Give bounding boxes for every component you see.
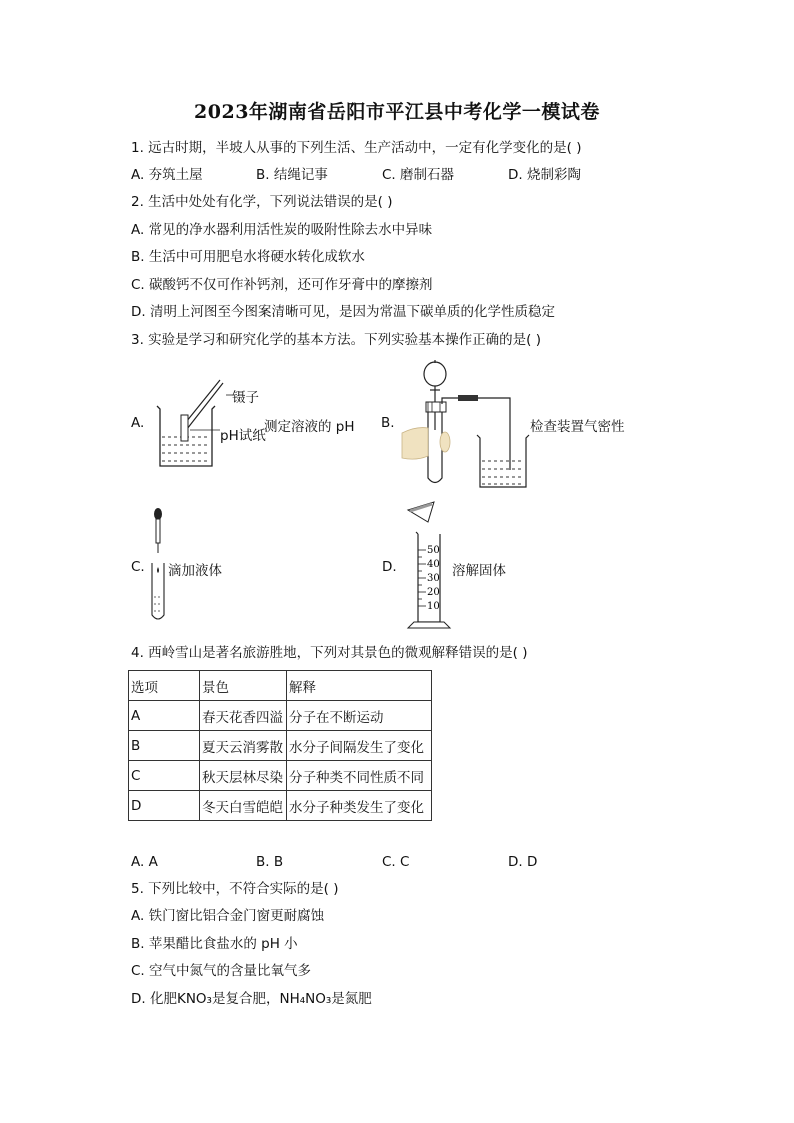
cylinder-mark-30: 30 [427,573,440,584]
table-cell: C [129,761,200,791]
airtightness-check-illustration [398,360,538,490]
option-b-caption: 检查装置气密性 [530,419,625,435]
cylinder-mark-20: 20 [427,587,440,598]
question-3-stem: 3. 实验是学习和研究化学的基本方法。下列实验基本操作正确的是( ) [131,332,541,348]
cylinder-mark-50: 50 [427,545,440,556]
table-cell: 秋天层林尽染 [200,761,287,791]
table-cell: D [129,791,200,821]
question-4-stem: 4. 西岭雪山是著名旅游胜地，下列对其景色的微观解释错误的是( ) [131,645,528,661]
table-row [129,731,432,761]
question-2-stem: 2. 生活中处处有化学，下列说法错误的是( ) [131,194,393,210]
table-cell: 水分子种类发生了变化 [287,791,432,821]
question-4-option-c: C. C [382,854,410,870]
question-2-option-d: D. 清明上河图至今图案清晰可见，是因为常温下碳单质的化学性质稳定 [131,304,555,320]
page-title: 2023年湖南省岳阳市平江县中考化学一模试卷 [194,101,600,123]
table-cell: 春天花香四溢 [200,701,287,731]
table-header-cell: 解释 [287,671,432,701]
measuring-cylinder-illustration [404,498,454,632]
question-2-option-b: B. 生活中可用肥皂水将硬水转化成软水 [131,249,365,265]
scenery-explanation-table [128,670,432,821]
table-cell: 夏天云消雾散 [200,731,287,761]
question-5-option-c: C. 空气中氮气的含量比氧气多 [131,963,312,979]
question-2-option-c: C. 碳酸钙不仅可作补钙剂，还可作牙膏中的摩擦剂 [131,277,433,293]
table-row [129,761,432,791]
table-row [129,791,432,821]
table-cell: 分子种类不同性质不同 [287,761,432,791]
question-1-stem: 1. 远古时期，半坡人从事的下列生活、生产活动中，一定有化学变化的是( ) [131,140,582,156]
option-d-letter: D. [382,559,397,575]
table-cell: A [129,701,200,731]
question-1-option-a: A. 夯筑土屋 [131,167,203,183]
table-cell: B [129,731,200,761]
question-4-option-a: A. A [131,854,158,870]
question-1-option-d: D. 烧制彩陶 [508,167,581,183]
ph-paper-label: pH试纸 [220,428,266,444]
question-2-option-a: A. 常见的净水器利用活性炭的吸附性除去水中异味 [131,222,433,238]
question-4-option-d: D. D [508,854,538,870]
table-header-row [129,671,432,701]
question-5-stem: 5. 下列比较中，不符合实际的是( ) [131,881,339,897]
table-cell: 分子在不断运动 [287,701,432,731]
question-1-option-c: C. 磨制石器 [382,167,455,183]
cylinder-mark-40: 40 [427,559,440,570]
table-row [129,701,432,731]
question-5-option-b: B. 苹果醋比食盐水的 pH 小 [131,936,298,952]
question-4-option-b: B. B [256,854,284,870]
tweezers-label: 镊子 [232,390,259,406]
table-cell: 冬天白雪皑皑 [200,791,287,821]
question-5-option-d: D. 化肥KNO₃是复合肥，NH₄NO₃是氮肥 [131,991,372,1007]
question-1-option-b: B. 结绳记事 [256,167,328,183]
table-header-cell: 选项 [129,671,200,701]
table-cell: 水分子间隔发生了变化 [287,731,432,761]
option-c-letter: C. [131,559,145,575]
option-b-letter: B. [381,415,395,431]
table-header-cell: 景色 [200,671,287,701]
option-a-caption: 测定溶液的 pH [264,419,355,435]
question-5-option-a: A. 铁门窗比铝合金门窗更耐腐蚀 [131,908,325,924]
option-a-letter: A. [131,415,145,431]
option-c-caption: 滴加液体 [168,563,222,579]
cylinder-mark-10: 10 [427,601,440,612]
option-d-caption: 溶解固体 [452,563,506,579]
